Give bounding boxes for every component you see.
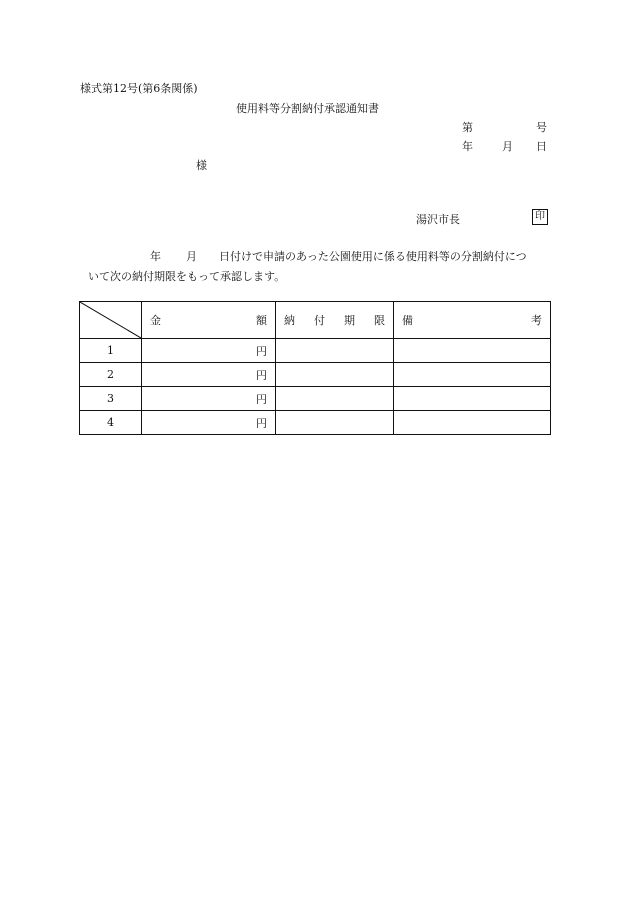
- remarks-cell: [394, 363, 551, 387]
- body-month: 月: [186, 250, 197, 263]
- body-year: 年: [150, 250, 161, 263]
- row-number: 4: [80, 411, 142, 435]
- date-month: 月: [502, 140, 513, 153]
- due-header-char: 付: [314, 314, 325, 327]
- due-date-cell: [276, 339, 394, 363]
- due-date-cell: [276, 387, 394, 411]
- table-row: [80, 339, 551, 363]
- diagonal-header-cell: [80, 302, 142, 339]
- addressee-suffix: 様: [196, 159, 207, 172]
- document-title: 使用料等分割納付承認通知書: [236, 102, 379, 115]
- due-date-header: [276, 302, 394, 339]
- amount-header-char: 額: [256, 314, 267, 327]
- row-number: 3: [80, 387, 142, 411]
- amount-cell: 円: [142, 363, 276, 387]
- number-suffix: 号: [536, 121, 547, 134]
- number-prefix: 第: [462, 121, 473, 134]
- body-text: 日付けで申請のあった公園使用に係る使用料等の分割納付につ: [219, 250, 527, 263]
- amount-cell: 円: [142, 387, 276, 411]
- installment-table: [79, 301, 551, 435]
- table-row: [80, 363, 551, 387]
- date-year: 年: [462, 140, 473, 153]
- issuer-name: 湯沢市長: [416, 213, 460, 226]
- remarks-header-char: 備: [402, 314, 413, 327]
- due-header-char: 期: [344, 314, 355, 327]
- remarks-header-char: 考: [531, 314, 542, 327]
- due-date-cell: [276, 363, 394, 387]
- row-number: 1: [80, 339, 142, 363]
- due-date-cell: [276, 411, 394, 435]
- table-row: [80, 387, 551, 411]
- remarks-cell: [394, 339, 551, 363]
- due-header-char: 限: [374, 314, 385, 327]
- diagonal-line: [80, 302, 141, 338]
- table-header-row: [80, 302, 551, 339]
- date-day: 日: [536, 140, 547, 153]
- remarks-cell: [394, 387, 551, 411]
- due-header-char: 納: [284, 314, 295, 327]
- form-number: 様式第12号(第6条関係): [80, 82, 198, 95]
- remarks-header: [394, 302, 551, 339]
- body-text-line-2: いて次の納付期限をもって承認します。: [88, 270, 286, 283]
- amount-header-char: 金: [150, 314, 161, 327]
- seal-mark: 印: [532, 209, 548, 225]
- table-row: [80, 411, 551, 435]
- amount-cell: 円: [142, 339, 276, 363]
- row-number: 2: [80, 363, 142, 387]
- amount-cell: 円: [142, 411, 276, 435]
- remarks-cell: [394, 411, 551, 435]
- amount-header: [142, 302, 276, 339]
